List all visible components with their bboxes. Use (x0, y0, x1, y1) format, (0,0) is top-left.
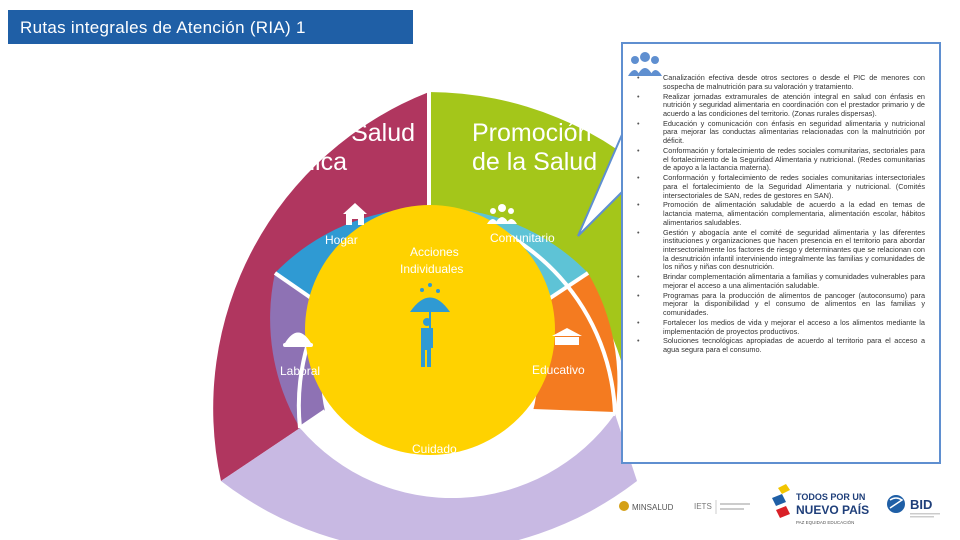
label-educativo: Educativo (532, 363, 585, 377)
list-item: • Gestión y abogacía ante el comité de seguridad alimentaria y las diferentes instituciones y organizaciones que hacen presencia en el territorio para abordar intersectorialmente los factores de riesgo y determinantes que se relacionan con la desnutrición infantil interviniendo integralmente las familias y comunidades de los niños y niñas con desnutrición. (663, 229, 925, 273)
label-gestion-line2: Pública (265, 148, 347, 176)
callout-box (621, 42, 941, 464)
list-item: • Canalización efectiva desde otros sectores o desde el PIC de menores con sospecha de malnutrición para su valoración y tratamiento. (663, 74, 925, 91)
list-item: • Conformación y fortalecimiento de redes sociales comunitarias, sectoriales para el fortalecimiento de la Seguridad Alimentaria y nutricional. (Redes comunitarias de apoyo a la lactancia materna). (663, 147, 925, 173)
label-comunitario: Comunitario (490, 231, 555, 245)
list-item: • Fortalecer los medios de vida y mejorar el acceso a los alimentos mediante la implementación de proyectos productivos. (663, 319, 925, 336)
list-item: • Educación y comunicación con énfasis en seguridad alimentaria y nutricional para mejorar las conductas alimentarias relacionadas con la malnutrición por déficit. (663, 120, 925, 146)
label-cuidado: Cuidado (412, 442, 457, 456)
list-item: • Programas para la producción de alimentos de pancoger (autoconsumo) para mejorar la disponibilidad y el consumo de alimentos en las familias y comunidades. (663, 292, 925, 318)
list-item: • Realizar jornadas extramurales de atención integral en salud con énfasis en nutrición y seguridad alimentaria en coordinación con el prestador primario y de acuerdo a las condiciones del territorio. (Zonas rurales dispersas). (663, 93, 925, 119)
list-item: • Soluciones tecnológicas apropiadas de acuerdo al territorio para el acceso a agua segura para el consumo. (663, 337, 925, 354)
footer-logos (618, 478, 948, 536)
label-acciones-line2: Individuales (400, 262, 464, 276)
minsalud-logo (618, 498, 690, 519)
todos-por-un-nuevo-pais-logo (768, 480, 878, 537)
list-item: • Brindar complementación alimentaria a familias y comunidades vulnerables para mejorar el acceso a una alimentación saludable. (663, 273, 925, 290)
label-gestion-line1: Gestión Salud (258, 119, 416, 147)
todos-text: TODOS POR UN (796, 492, 866, 502)
callout-list (663, 74, 925, 356)
list-item: • Conformación y fortalecimiento de redes sociales comunitarias intersectoriales para el fortalecimiento de la Seguridad Alimentaria y nutricional. (Comités intersectoriales de SAN, redes de gestores en SAN). (663, 174, 925, 200)
label-hogar: Hogar (325, 233, 358, 247)
label-promocion-line2: de la Salud (472, 148, 598, 176)
bid-logo (886, 492, 946, 527)
label-acciones-line1: Acciones (410, 245, 459, 259)
label-laboral: Laboral (280, 364, 321, 378)
group-icon (627, 48, 663, 80)
page-title: Rutas integrales de Atención (RIA) 1 (20, 18, 306, 37)
iets-logo (694, 498, 754, 521)
minsalud-text: MINSALUD (632, 503, 674, 512)
iets-text: IETS (694, 502, 712, 511)
paz-equidad-text: PAZ EQUIDAD EDUCACIÓN (796, 520, 855, 525)
list-item: • Promoción de alimentación saludable de acuerdo a la edad en temas de lactancia materna, alimentación complementaria, alimentación escolar, hábitos alimentarios saludables. (663, 201, 925, 227)
label-promocion-line1: Promoción (472, 119, 592, 147)
nuevo-pais-text: NUEVO PAÍS (796, 503, 870, 517)
bid-text: BID (910, 497, 933, 512)
